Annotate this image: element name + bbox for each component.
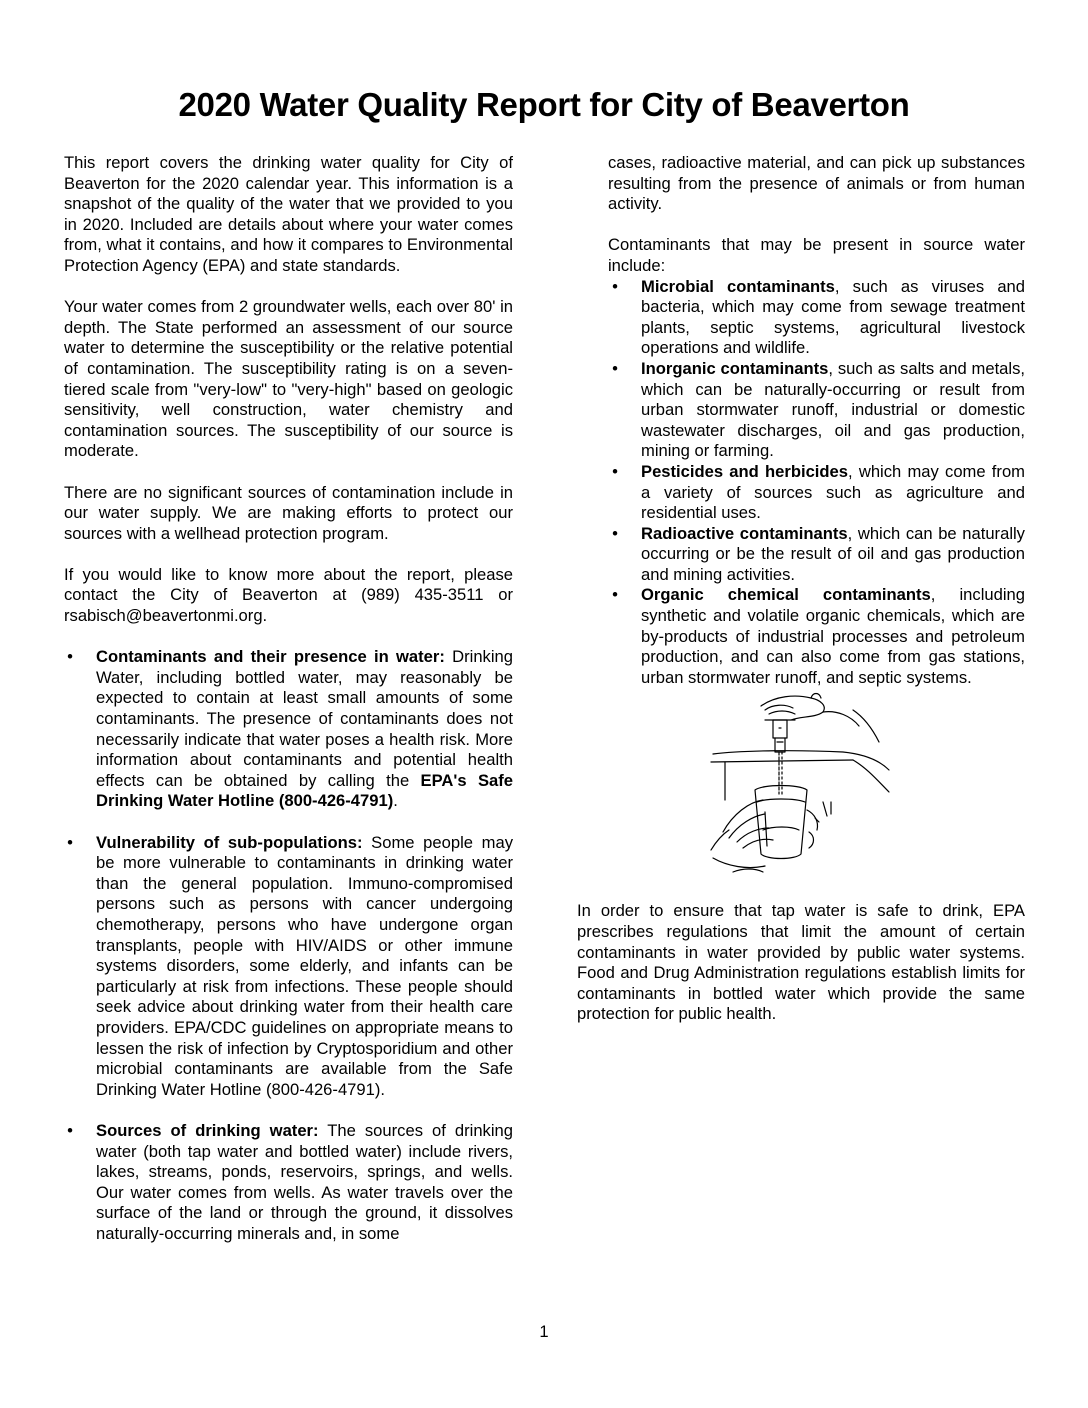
bullet-heading: Vulnerability of sub-populations: [96, 832, 363, 852]
bullet-text: The sources of drinking water (both tap water and bottled water) include rivers, lakes, streams, ponds, reservoirs, springs, and wells. Our water comes from wells. As water travels over the surface of the land or through the ground, it dissolves naturally-occurring minerals and, in some [96, 1120, 513, 1243]
bullet-tail: . [393, 791, 398, 811]
contaminant-item [577, 585, 1025, 688]
bullet-vulnerability [64, 833, 513, 1101]
contaminant-item [577, 277, 1025, 359]
closing-paragraph: In order to ensure that tap water is safe to drink, EPA prescribes regulations that limit the amount of certain contaminants in water provided by public water systems. Food and Drug Administration regulations establish limits for contaminants in bottled water which provide the same protection for public health. [577, 901, 1025, 1024]
bullet-icon: • [612, 358, 618, 378]
contact-paragraph: If you would like to know more about the report, please contact the City of Beaverton at (989) 435-3511 or rsabisch@beavertonmi.org. [64, 564, 513, 626]
bullet-icon: • [612, 585, 618, 605]
contaminant-heading: Radioactive contaminants [641, 523, 848, 543]
bullet-heading: Contaminants and their presence in water: [96, 647, 445, 667]
contaminant-text: , such as salts and metals, which can be naturally-occurring or result from urban stormwater runoff, industrial or domestic wastewater discharges, oil and gas production, mining or farming. [641, 358, 1025, 461]
bullet-icon: • [67, 647, 73, 667]
page-title: 2020 Water Quality Report for City of Beaverton [178, 86, 910, 123]
contaminant-list [577, 277, 1025, 689]
source-paragraph: Your water comes from 2 groundwater wells, each over 80' in depth. The State performed an assessment of our source water to determine the susceptibility or the relative potential of contamination. The susceptibility rating is on a seven-tiered scale from "very-low" to "very-high" based on geologic sensitivity, well construction, water chemistry and contamination sources. The susceptibility of our source is moderate. [64, 297, 513, 461]
contaminant-heading: Inorganic contaminants [641, 358, 829, 378]
bullet-icon: • [67, 832, 73, 852]
contaminant-item [577, 359, 1025, 462]
page-number: 1 [539, 1322, 549, 1341]
contaminants-intro: Contaminants that may be present in source water include: [608, 235, 1025, 275]
contaminant-heading: Organic chemical contaminants [641, 585, 931, 605]
intro-paragraph: This report covers the drinking water quality for City of Beaverton for the 2020 calendar year. This information is a snapshot of the quality of the water that we provided to you in 2020. Included are details about where your water comes from, what it contains, and how it compares to Environmental Protection Agency (EPA) and state standards. [64, 153, 513, 275]
contaminant-item [577, 524, 1025, 586]
bullet-text: Drinking Water, including bottled water, may reasonably be expected to contain at least small amounts of some contaminants. The presence of contaminants does not necessarily indicate that water poses a health risk. More information about contaminants and potential health effects can be obtained by calling the [96, 647, 513, 790]
bullet-icon: • [612, 461, 618, 481]
bullet-icon: • [612, 276, 618, 296]
faucet-glass-illustration [703, 690, 903, 876]
bullet-icon: • [67, 1120, 73, 1140]
bullet-sources [64, 1121, 513, 1245]
contaminant-item [577, 462, 1025, 524]
protection-paragraph: There are no significant sources of contamination include in our water supply. We are making efforts to protect our sources with a wellhead protection program. [64, 482, 513, 543]
bullet-text: Some people may be more vulnerable to contaminants in drinking water than the general population. Immuno-compromised persons such as persons with cancer undergoing chemotherapy, persons who have undergone organ transplants, people with HIV/AIDS or other immune systems disorders, some elderly, and infants can be particularly at risk from infections. These people should seek advice about drinking water from their health care providers. EPA/CDC guidelines on appropriate means to lessen the risk of infection by Cryptosporidium and other microbial contaminants are available from the Safe Drinking Water Hotline (800-426-4791). [96, 832, 513, 1099]
contaminant-text: , such as viruses and bacteria, which may come from sewage treatment plants, septic systems, agricultural livestock operations and wildlife. [641, 276, 1026, 358]
contaminant-text: , which can be naturally occurring or be the result of oil and gas production and mining activities. [641, 523, 1025, 584]
contaminant-heading: Microbial contaminants [641, 276, 835, 296]
epa-hotline-text: EPA's Safe Drinking Water Hotline (800-426-4791) [96, 770, 513, 811]
contaminant-heading: Pesticides and herbicides [641, 461, 849, 481]
contaminant-text: , including synthetic and volatile organic chemicals, which are by-products of industrial processes and petroleum production, and can also come from gas stations, urban stormwater runoff, and septic systems. [641, 585, 1025, 687]
bullet-heading: Sources of drinking water: [96, 1120, 319, 1140]
contaminant-text: , which may come from a variety of sources such as agriculture and residential uses. [641, 461, 1025, 523]
bullet-contaminants-presence [64, 647, 513, 812]
left-column [64, 153, 513, 1244]
continuation-paragraph: cases, radioactive material, and can pick up substances resulting from the presence of animals or from human activity. [608, 153, 1025, 214]
right-column [577, 153, 1025, 1046]
info-bullet-list [64, 647, 513, 1244]
bullet-icon: • [612, 523, 618, 543]
